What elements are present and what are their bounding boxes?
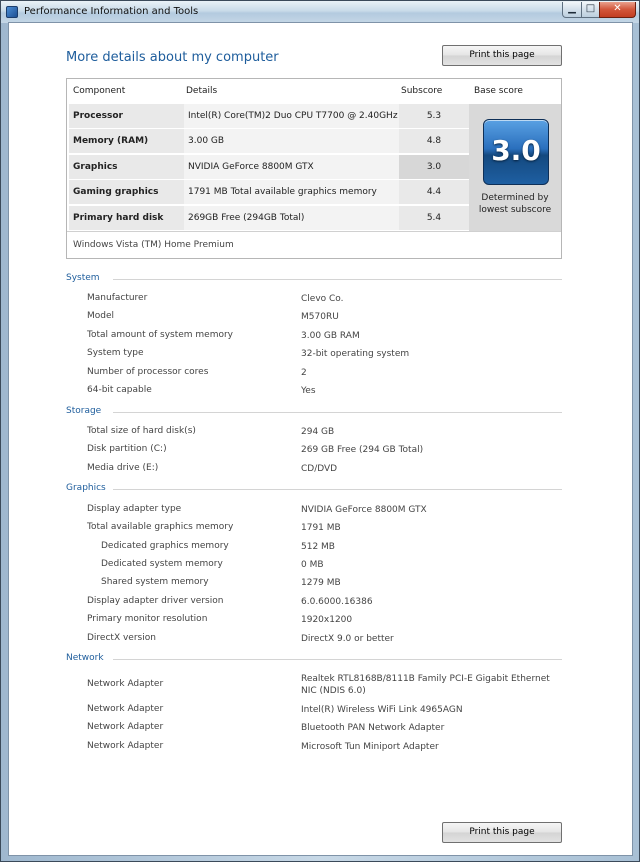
component-name: Graphics [73, 162, 118, 172]
info-value: 294 GB [301, 427, 335, 437]
info-value: Microsoft Tun Miniport Adapter [301, 742, 439, 752]
info-value: 3.00 GB RAM [301, 331, 360, 341]
header-details: Details [186, 86, 218, 96]
minimize-button[interactable]: ▁ [562, 2, 582, 18]
content-area [8, 22, 633, 856]
section-title-system: System [66, 273, 100, 283]
info-value: DirectX 9.0 or better [301, 634, 394, 644]
info-value: M570RU [301, 312, 339, 322]
section-title-network: Network [66, 653, 104, 663]
info-label: Media drive (E:) [87, 463, 159, 473]
info-value: 32-bit operating system [301, 349, 410, 359]
info-label: Network Adapter [87, 741, 164, 751]
score-row-hard-disk [69, 206, 469, 230]
info-value: 6.0.6000.16386 [301, 597, 373, 607]
section-title-graphics: Graphics [66, 483, 106, 493]
windows-edition: Windows Vista (TM) Home Premium [73, 240, 234, 250]
edition-divider [67, 231, 561, 232]
info-label: Dedicated graphics memory [101, 541, 229, 551]
section-divider [113, 659, 562, 660]
info-label: 64-bit capable [87, 385, 152, 395]
info-value: 0 MB [301, 560, 324, 570]
close-button[interactable]: ✕ [599, 2, 636, 18]
component-details: 3.00 GB [184, 129, 399, 153]
component-subscore: 5.4 [399, 206, 469, 230]
base-caption-line-2: lowest subscore [478, 205, 552, 215]
score-row-memory [69, 129, 469, 153]
score-row-processor [69, 104, 469, 128]
info-label: Manufacturer [87, 293, 148, 303]
page-title: More details about my computer [66, 50, 279, 65]
info-label: System type [87, 348, 144, 358]
info-label: Network Adapter [87, 704, 164, 714]
info-label: Disk partition (C:) [87, 444, 167, 454]
base-score-value: 3.0 [491, 134, 541, 167]
component-name: Primary hard disk [73, 213, 164, 223]
info-label: Total available graphics memory [87, 522, 234, 532]
component-name: Memory (RAM) [73, 136, 149, 146]
info-value: Realtek RTL8168B/8111B Family PCI-E Gigabit Ethernet NIC (NDIS 6.0) [301, 674, 550, 696]
component-details: Intel(R) Core(TM)2 Duo CPU T7700 @ 2.40GHz [184, 104, 399, 128]
title-bar[interactable] [1, 1, 639, 23]
section-divider [113, 489, 562, 490]
info-value: Intel(R) Wireless WiFi Link 4965AGN [301, 705, 463, 715]
component-subscore: 4.4 [399, 180, 469, 204]
performance-app-icon [6, 6, 18, 18]
info-label: DirectX version [87, 633, 156, 643]
section-title-storage: Storage [66, 406, 102, 416]
info-label: Dedicated system memory [101, 559, 223, 569]
info-value: Clevo Co. [301, 294, 344, 304]
info-value: 269 GB Free (294 GB Total) [301, 445, 424, 455]
info-value: 2 [301, 368, 307, 378]
base-score-badge [483, 119, 549, 185]
score-row-gaming-graphics [69, 180, 469, 204]
score-row-graphics [69, 155, 469, 179]
section-divider [113, 412, 562, 413]
info-label: Display adapter driver version [87, 596, 224, 606]
component-name: Gaming graphics [73, 187, 159, 197]
info-label: Model [87, 311, 115, 321]
component-name: Processor [73, 111, 123, 121]
info-value: Yes [301, 386, 316, 396]
info-value: NVIDIA GeForce 8800M GTX [301, 505, 427, 515]
info-label: Number of processor cores [87, 367, 209, 377]
header-component: Component [73, 86, 126, 96]
print-page-button-bottom[interactable]: Print this page [442, 822, 562, 843]
info-value: CD/DVD [301, 464, 338, 474]
info-label: Shared system memory [101, 577, 209, 587]
component-subscore: 4.8 [399, 129, 469, 153]
print-page-button-top[interactable]: Print this page [442, 45, 562, 66]
info-label: Network Adapter [87, 722, 164, 732]
base-score-panel [469, 104, 561, 231]
info-label: Network Adapter [87, 679, 164, 689]
component-details: 1791 MB Total available graphics memory [184, 180, 399, 204]
info-value: Bluetooth PAN Network Adapter [301, 723, 445, 733]
info-label: Primary monitor resolution [87, 614, 208, 624]
base-score-caption [469, 192, 561, 216]
info-value: 1279 MB [301, 578, 341, 588]
component-details: NVIDIA GeForce 8800M GTX [184, 155, 399, 179]
score-table [66, 78, 562, 259]
info-label: Display adapter type [87, 504, 182, 514]
header-subscore: Subscore [401, 86, 443, 96]
window-title: Performance Information and Tools [24, 6, 199, 17]
component-subscore: 5.3 [399, 104, 469, 128]
info-value: 1791 MB [301, 523, 341, 533]
section-divider [113, 279, 562, 280]
component-subscore-lowest: 3.0 [399, 155, 469, 179]
maximize-button[interactable]: □ [581, 2, 600, 18]
info-label: Total amount of system memory [87, 330, 234, 340]
info-value: 512 MB [301, 542, 335, 552]
info-value: 1920x1200 [301, 615, 353, 625]
base-caption-line-1: Determined by [481, 193, 549, 203]
header-base-score: Base score [474, 86, 523, 96]
component-details: 269GB Free (294GB Total) [184, 206, 399, 230]
info-label: Total size of hard disk(s) [87, 426, 196, 436]
